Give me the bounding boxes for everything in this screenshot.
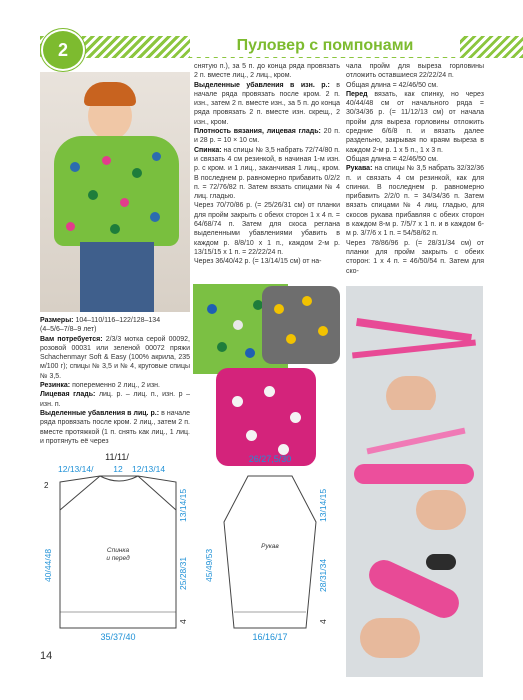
rib-text: поперемeнно 2 лиц., 2 изн. [72, 382, 160, 390]
col3-p4: Через 78/86/96 р. (= 28/31/34 см) от планки для пройм закрыть с обеих сторон: 1 х 4 п. = 46/50/54 п. Затем для ско- [346, 239, 484, 275]
front-text: вязать, как спинку, но через 40/44/48 см от начального ряда = 30/34/36 р. (= 11/12/13 см) от начала пройм для выреза горловины отложить средние 6/6/8 п. и вязать далее раздельно, закрывая по краям выреза в каждом 2-м р. 1 х 5 п., 1 х 3 п. [346, 90, 484, 154]
dec-label: Выделенные убавления в лиц. р.: [40, 409, 160, 417]
child-photo [40, 72, 190, 312]
step-photo-1 [346, 286, 483, 429]
materials-text: 2/3/3 мотка серой 00092, розовой 00031 или зеленой 00072 пряжи Schachenmayr Soft & Easy (100% акрила, 235 м/100 г); спицы № 3,5 и № 4, круговые спицы № 3,5. [40, 335, 190, 380]
instructions-column-3 [346, 62, 484, 276]
step-photo-3 [346, 534, 483, 677]
body-right-rib: 4 [178, 619, 188, 624]
instructions-column-2 [194, 62, 340, 267]
sleeve-schematic [200, 452, 340, 647]
dec2-text: в начале ряда провязать после кром. 2 п. изн., затем 2 п. вместе изн., за 5 п. до конца ряда провязать 2 п. вместе изн. скрещ., 2 изн., кром. [194, 81, 340, 126]
sleeve-bottom: 16/16/17 [252, 632, 288, 642]
gauge-text: 20 п. и 28 р. = 10 × 10 см. [194, 128, 341, 145]
back-label: Спинка: [194, 146, 222, 154]
col3-p1: чала пройм для выреза горловины отложить оставшиеся 22/22/24 п. [346, 63, 484, 80]
body-top-mid: 12 [113, 464, 123, 474]
body-label-1: Спинка [106, 547, 130, 554]
col2-p1: снятую п.), за 5 п. до конца ряда провязать 2 п. вместе лиц., 2 лиц., кром. [194, 63, 340, 80]
page-number: 14 [40, 650, 53, 662]
body-label-2: и перед [106, 555, 130, 562]
body-top-left: 12/13/14/ [58, 464, 94, 474]
size-materials-block [40, 316, 190, 446]
step-photo-2 [346, 410, 483, 553]
body-schematic [38, 452, 198, 647]
body-top-total: 11/11/ [105, 452, 129, 462]
stocking-label: Лицевая гладь: [40, 391, 96, 399]
grey-sweater-photo [262, 286, 340, 364]
back-text: на спицы № 3,5 набрать 72/74/80 п. и связать 4 см резинкой, в начиная 1-м изн. р. с кром. и 1 лиц., заканчивая 1 лиц., кром. В последнем р. равномерно прибавить 0/2/2 п. = 72/76/82 п. Затем вязать спицами № 4 лиц. гладью. [194, 146, 340, 201]
child-hair [84, 82, 136, 106]
sleeve-top: 26/27,5/30 [248, 454, 292, 464]
col2-end: Через 36/40/42 р. (= 13/14/15 см) от на- [194, 258, 322, 266]
dec-text: в начале ряда провязать после кром. 2 лиц., затем 2 п. вместе протяжкой (1 п. снять как лиц., 1 лиц. и протянуть её через [40, 409, 190, 445]
sleeve-right-rib: 4 [318, 619, 328, 624]
col3-p3: Общая длина = 42/46/50 см. [346, 155, 439, 163]
pattern-number-badge: 2 [41, 29, 85, 71]
body-right-body: 25/28/31 [178, 556, 188, 590]
body-left-small: 2 [44, 481, 49, 490]
body-top-right: 12/13/14 [132, 464, 166, 474]
front-label: Перед [346, 90, 368, 98]
sleeve-label: Рукав [261, 543, 279, 550]
sleeves-label: Рукава: [346, 165, 373, 173]
body-right-raglan: 13/14/15 [178, 488, 188, 522]
armhole-text: Через 70/70/86 р. (= 25/26/31 см) от планки для пройм закрыть с обеих сторон 1 х 4 п. = 64/68/74 п. Затем для скоса реглана выделенными убавлениями убавить в каждом р. 8/8/10 х 1 п., каждом 2-м р. 13/15/15 х 1 п. = 22/22/24 п. [194, 202, 340, 256]
sleeve-right-body: 28/31/34 [318, 558, 328, 592]
sizes-age: (4–5/6–7/8–9 лет) [40, 326, 97, 334]
gauge-label: Плотность вязания, лицевая гладь: [194, 128, 321, 136]
sleeve-right-raglan: 13/14/15 [318, 488, 328, 522]
stocking-text: лиц. р. – лиц. п., изн. р – изн. п. [40, 391, 191, 408]
sizes-value: 104–110/116–122/128–134 [75, 317, 161, 324]
page-title: Пуловер с помпонами [190, 35, 460, 57]
rib-label: Резинка: [40, 382, 71, 390]
jeans [80, 242, 154, 312]
body-bottom-width: 35/37/40 [100, 632, 136, 642]
dec2-label: Выделенные убавления в изн. р.: [194, 81, 330, 89]
sleeves-text: на спицы № 3,5 набрать 32/32/36 п. и связать 4 см резинкой, как для спинки. В последнем р. равномерно прибавить 2/2/0 п. = 34/34/36 п. Затем вязать спицами № 4 лиц. гладью, для скосов рукава прибавляя с обеих сторон в каждом 8-м р. 7/5/7 х 1 п. и в каждом 6-м р. 3/7/6 х 1 п. = 54/58/62 п. [346, 165, 485, 238]
sizes-label: Размеры: [40, 317, 74, 324]
body-side-left: 40/44/48 [43, 548, 53, 582]
sleeve-left-height: 45/49/53 [204, 548, 214, 582]
materials-label: Вам потребуется: [40, 335, 103, 343]
col3-p2: Общая длина = 42/46/50 см. [346, 81, 439, 89]
